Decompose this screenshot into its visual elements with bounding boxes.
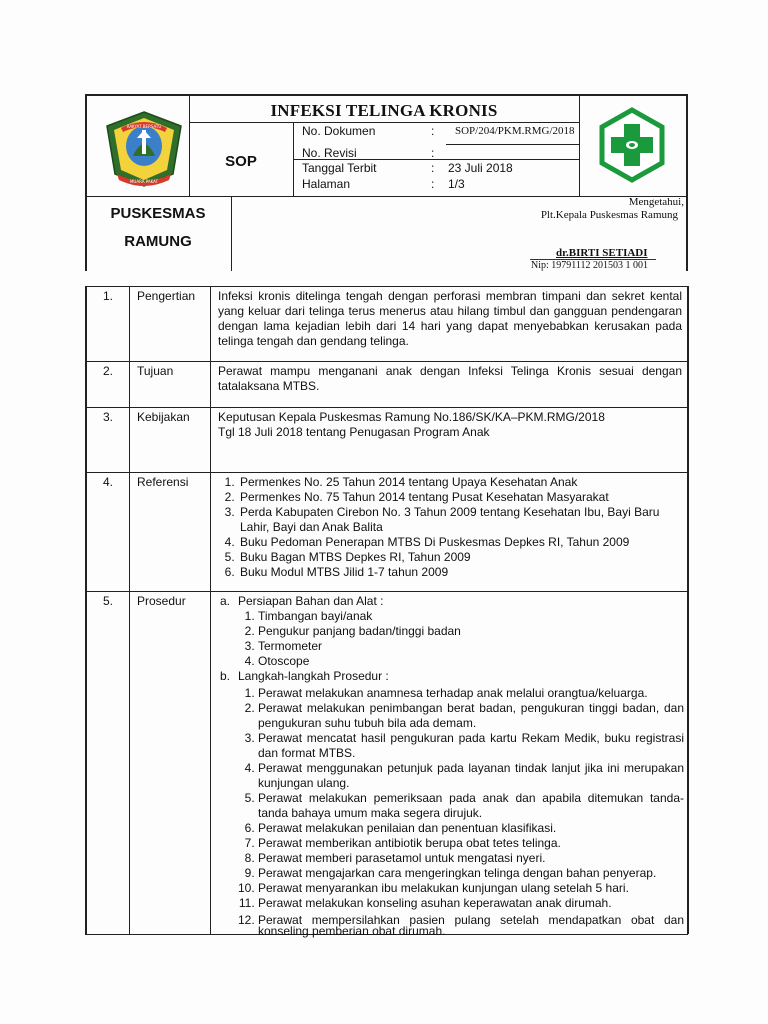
field-label-revision: No. Revisi <box>302 146 357 160</box>
material-item: 1. Timbangan bayi/anak <box>258 609 684 624</box>
field-colon: : <box>431 161 435 175</box>
row-label-prosedur: Prosedur <box>137 594 186 608</box>
field-colon: : <box>431 177 435 191</box>
org-name <box>86 200 230 256</box>
step-item: 11. Perawat melakukan konseling asuhan keperawatan anak dirumah. <box>258 896 684 911</box>
step-item: 10. Perawat menyarankan ibu melakukan kunjungan ulang setelah 5 hari. <box>258 881 684 896</box>
row-number: 1. <box>103 289 114 303</box>
part-a-marker: a. <box>220 594 231 608</box>
field-value-issue-date: 23 Juli 2018 <box>448 161 513 175</box>
step-item: 5. Perawat melakukan pemeriksaan pada anak dan apabila ditemukan tanda-tanda bahaya umum maka segera dirujuk. <box>258 791 684 821</box>
field-colon: : <box>431 124 435 138</box>
row-number: 4. <box>103 475 114 489</box>
step-item: 2. Perawat melakukan penimbangan berat badan, pengukuran tinggi badan, dan pengukuran suhu tubuh bila ada demam. <box>258 701 684 731</box>
field-value-page: 1/3 <box>448 177 465 191</box>
step-item: 3. Perawat mencatat hasil pengukuran pada kartu Rekam Medik, buku registrasi dan format MTBS. <box>258 731 684 761</box>
row-content-pengertian: Infeksi kronis ditelinga tengah dengan perforasi membran timpani dan sekret kental yang keluar dari telinga terus menerus atau hilang timbul dan gangguan pendengaran dengan lama kejadian lebih dari 14 hari yang dapat menyebabkan kerusakan pada telinga tengah dan gendang telinga. <box>218 289 682 348</box>
step-item: 6. Perawat melakukan penilaian dan penentuan klasifikasi. <box>258 821 684 836</box>
svg-text:MUARA PAKAT: MUARA PAKAT <box>129 179 159 184</box>
row-label-referensi: Referensi <box>137 475 189 489</box>
sop-label: SOP <box>225 153 257 170</box>
approval-block <box>500 196 684 222</box>
reference-item: 5. Buku Bagan MTBS Depkes RI, Tahun 2009 <box>238 550 684 565</box>
reference-item: 1. Permenkes No. 25 Tahun 2014 tentang Upaya Kesehatan Anak <box>238 475 684 490</box>
material-item: 3. Termometer <box>258 639 684 654</box>
approval-line2: Plt.Kepala Puskesmas Ramung <box>540 209 678 221</box>
material-item: 2. Pengukur panjang badan/tinggi badan <box>258 624 684 639</box>
row-label-pengertian: Pengertian <box>137 289 196 303</box>
row-content-kebijakan <box>218 410 682 440</box>
approval-line1: Mengetahui, <box>628 196 684 208</box>
row-number: 5. <box>103 594 114 608</box>
step-item: 9. Perawat mengajarkan cara mengeringkan telinga dengan bahan penyerap. <box>258 866 684 881</box>
document-title: INFEKSI TELINGA KRONIS <box>270 101 498 120</box>
step-item: 8. Perawat memberi parasetamol untuk mengatasi nyeri. <box>258 851 684 866</box>
approver-name: dr.BIRTI SETIADI <box>556 247 648 259</box>
part-b-title: Langkah-langkah Prosedur : <box>238 669 389 683</box>
row-content-prosedur <box>218 594 684 937</box>
field-label-page: Halaman <box>302 177 351 191</box>
row-content-referensi <box>218 475 684 580</box>
reference-item: 3. Perda Kabupaten Cirebon No. 3 Tahun 2009 tentang Kesehatan Ibu, Bayi Baru Lahir, Bayi dan Anak Balita <box>238 505 684 535</box>
field-value-doc-number: SOP/204/PKM.RMG/2018 <box>455 125 575 137</box>
row-label-tujuan: Tujuan <box>137 364 174 378</box>
row-number: 3. <box>103 410 114 424</box>
row-label-kebijakan: Kebijakan <box>137 410 190 424</box>
step-item: 7. Perawat memberikan antibiotik berupa obat tetes telinga. <box>258 836 684 851</box>
reference-item: 2. Permenkes No. 75 Tahun 2014 tentang Pusat Kesehatan Masyarakat <box>238 490 684 505</box>
policy-line2: Tgl 18 Juli 2018 tentang Penugasan Program Anak <box>218 425 490 439</box>
row-number: 2. <box>103 364 114 378</box>
field-label-issue-date: Tanggal Terbit <box>302 161 377 175</box>
part-b-marker: b. <box>220 669 231 683</box>
policy-line1: Keputusan Kepala Puskesmas Ramung No.186/SK/KA–PKM.RMG/2018 <box>218 410 605 424</box>
step-item: 4. Perawat menggunakan petunjuk pada layanan tindak lanjut jika ini merupakan kunjungan ulang. <box>258 761 684 791</box>
field-label-doc-number: No. Dokumen <box>302 124 376 138</box>
district-emblem-icon <box>103 108 185 190</box>
procedure-part-b <box>218 669 684 684</box>
part-a-title: Persiapan Bahan dan Alat : <box>238 594 384 608</box>
procedure-part-a <box>218 594 684 609</box>
org-name-line2: RAMUNG <box>124 233 192 250</box>
field-colon: : <box>431 146 435 160</box>
org-name-line1: PUSKESMAS <box>110 205 206 222</box>
step-item: 12. Perawat mempersilahkan pasien pulang setelah mendapatkan obat dan konseling pemberian obat dirumah. <box>258 915 684 937</box>
approver-nip: Nip: 19791112 201503 1 001 <box>531 260 649 271</box>
reference-item: 6. Buku Modul MTBS Jilid 1-7 tahun 2009 <box>238 565 684 580</box>
reference-item: 4. Buku Pedoman Penerapan MTBS Di Puskesmas Depkes RI, Tahun 2009 <box>238 535 684 550</box>
material-item: 4. Otoscope <box>258 654 684 669</box>
step-item: 1. Perawat melakukan anamnesa terhadap anak melalui orangtua/keluarga. <box>258 686 684 701</box>
green-cross-icon <box>596 106 668 188</box>
row-content-tujuan: Perawat mampu menganani anak dengan Infeksi Telinga Kronis sesuai dengan tatalaksana MTBS. <box>218 364 682 393</box>
svg-text:RAKYAT BERSATU: RAKYAT BERSATU <box>126 124 162 129</box>
